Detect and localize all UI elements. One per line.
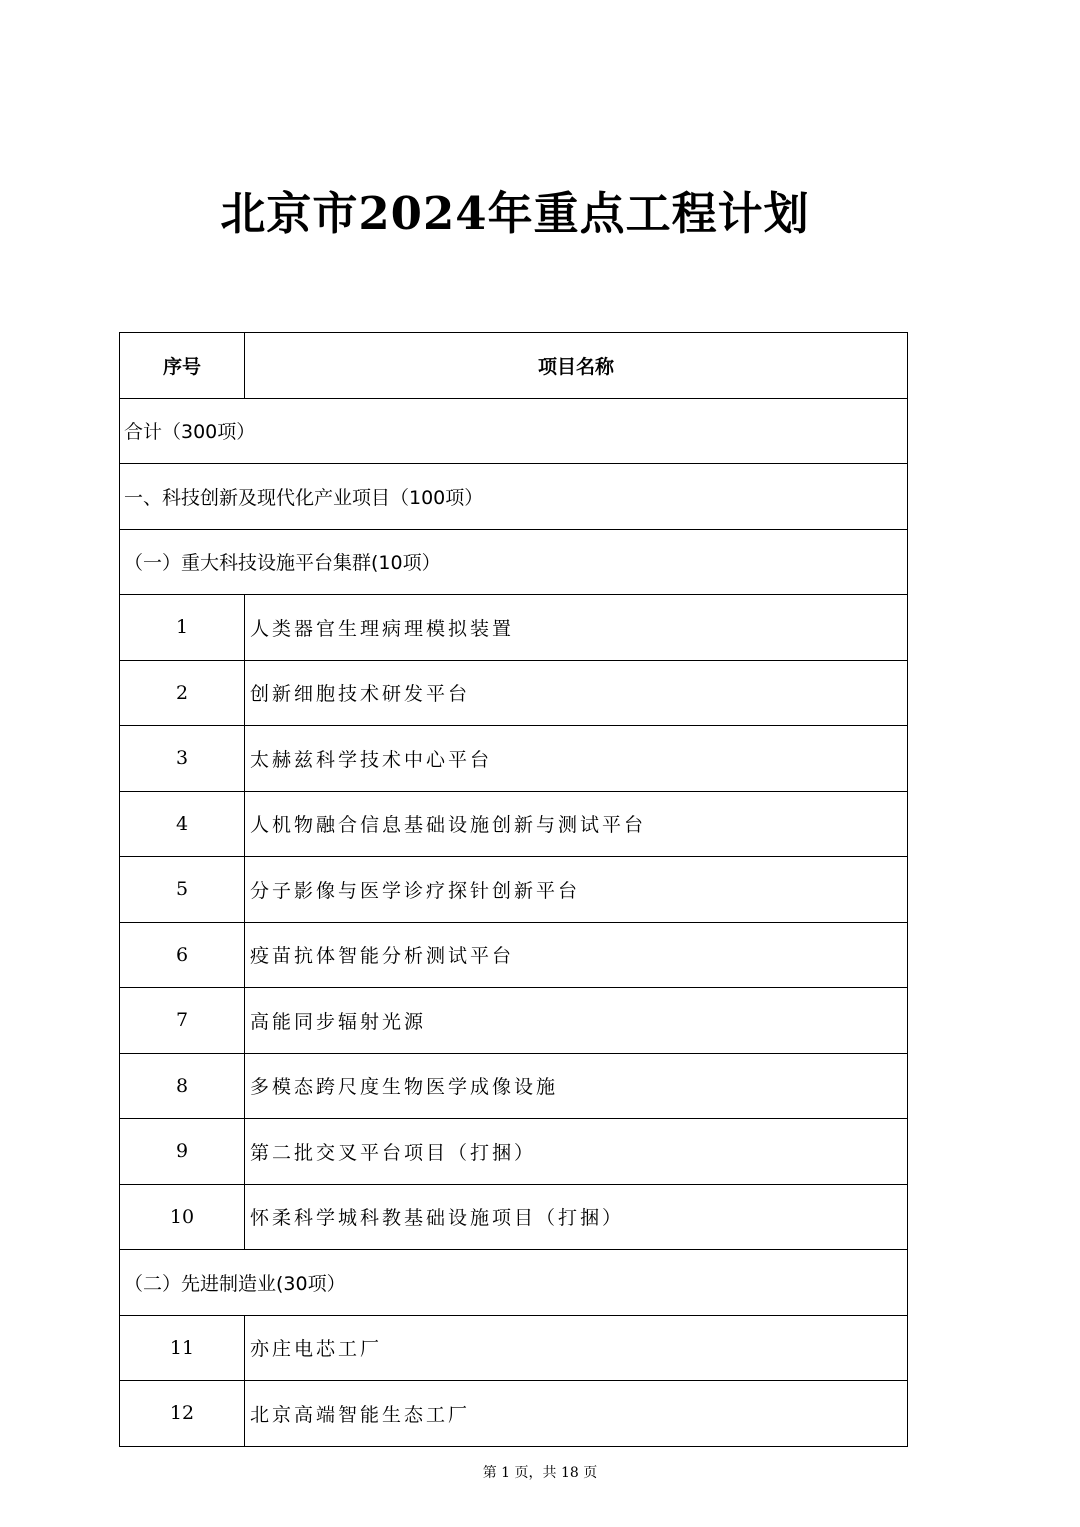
table-row [120,857,908,923]
project-name: 分子影像与医学诊疗探针创新平台 [245,857,908,923]
row-number: 7 [120,988,245,1054]
table-row [120,1119,908,1185]
project-name: 北京高端智能生态工厂 [245,1381,908,1447]
row-number: 4 [120,791,245,857]
table-row [120,1053,908,1119]
subsection-row [120,1250,908,1316]
project-name: 疫苗抗体智能分析测试平台 [245,922,908,988]
total-label: 合计（300项） [120,398,908,464]
project-name: 创新细胞技术研发平台 [245,660,908,726]
subsection-row [120,529,908,595]
row-number: 9 [120,1119,245,1185]
project-name: 亦庄电芯工厂 [245,1315,908,1381]
row-number: 3 [120,726,245,792]
row-number: 1 [120,595,245,661]
table-row [120,1184,908,1250]
project-name: 多模态跨尺度生物医学成像设施 [245,1053,908,1119]
section-row [120,464,908,530]
page-footer: 第 1 页，共 18 页 [482,1465,598,1481]
subsection-title: （一）重大科技设施平台集群(10项） [120,529,908,595]
project-table [119,332,908,1447]
subsection-title: （二）先进制造业(30项） [120,1250,908,1316]
project-name: 高能同步辐射光源 [245,988,908,1054]
project-name: 人类器官生理病理模拟装置 [245,595,908,661]
row-number: 5 [120,857,245,923]
row-number: 10 [120,1184,245,1250]
table-row [120,726,908,792]
total-row [120,398,908,464]
project-name: 怀柔科学城科教基础设施项目（打捆） [245,1184,908,1250]
project-name: 第二批交叉平台项目（打捆） [245,1119,908,1185]
table-row [120,1381,908,1447]
section-title: 一、科技创新及现代化产业项目（100项） [120,464,908,530]
table-header-row [120,333,908,399]
row-number: 6 [120,922,245,988]
table-row [120,791,908,857]
row-number: 11 [120,1315,245,1381]
table-row [120,1315,908,1381]
table-row [120,988,908,1054]
row-number: 12 [120,1381,245,1447]
header-seq: 序号 [120,333,245,399]
table-row [120,922,908,988]
project-name: 太赫兹科学技术中心平台 [245,726,908,792]
header-name: 项目名称 [245,333,908,399]
row-number: 8 [120,1053,245,1119]
table-row [120,595,908,661]
project-name: 人机物融合信息基础设施创新与测试平台 [245,791,908,857]
document-title: 北京市2024年重点工程计划 [220,187,810,240]
row-number: 2 [120,660,245,726]
table-row [120,660,908,726]
